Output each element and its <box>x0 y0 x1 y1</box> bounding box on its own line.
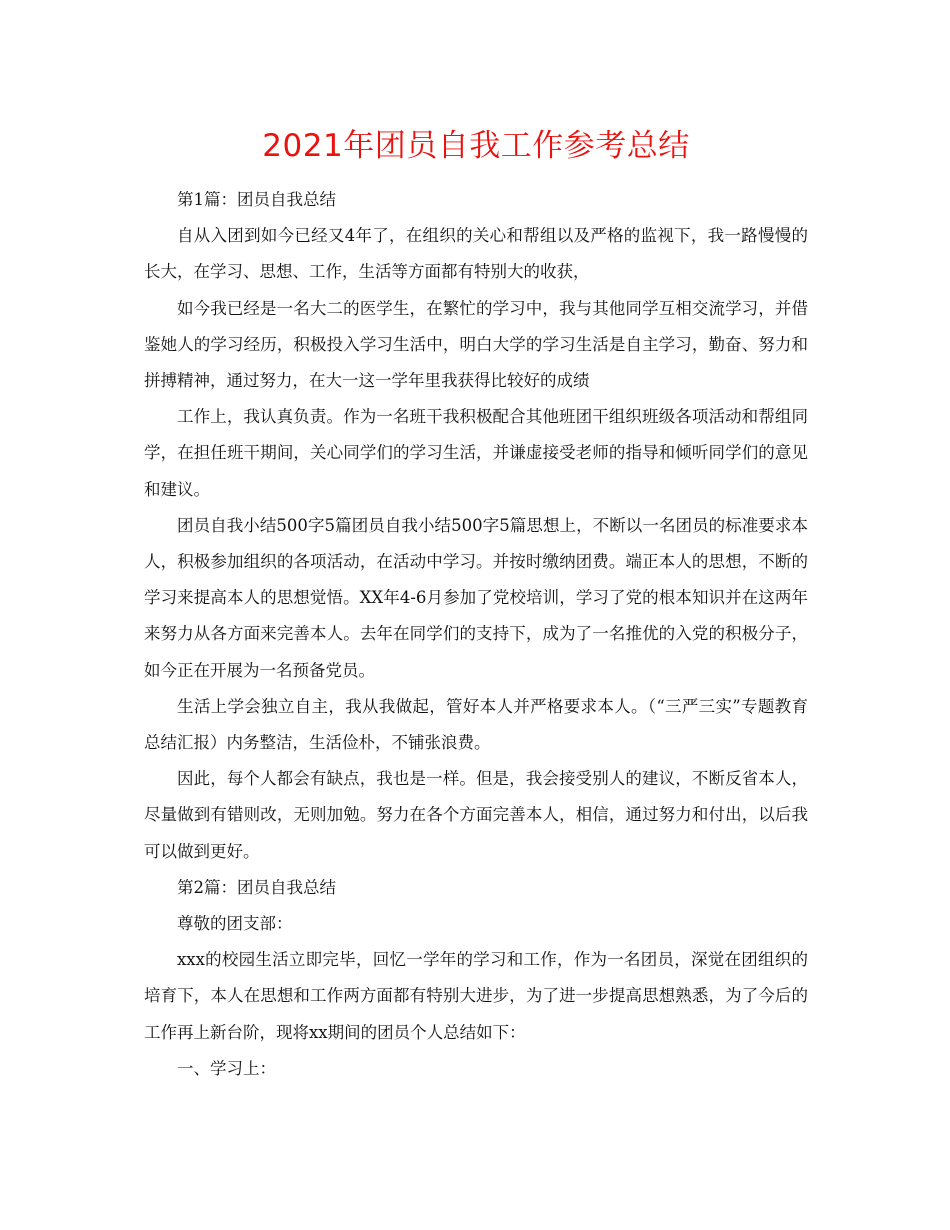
document-body <box>144 182 808 1087</box>
salutation: 尊敬的团支部： <box>177 914 293 934</box>
paragraph: 因此，每个人都会有缺点，我也是一样。但是，我会接受别人的建议，不断反省本人，尽量做到有错则改，无则加勉。努力在各个方面完善本人，相信，通过努力和付出，以后我可以做到更好。 <box>144 769 808 861</box>
paragraph: 生活上学会独立自主，我从我做起，管好本人并严格要求本人。（“三严三实”专题教育总结汇报）内务整洁，生活俭朴，不铺张浪费。 <box>144 696 808 753</box>
paragraph: 团员自我小结500字5篇团员自我小结500字5篇思想上，不断以一名团员的标准要求本人，积极参加组织的各项活动，在活动中学习。并按时缴纳团费。端正本人的思想，不断的学习来提高本人的思想觉悟。XX年4-6月参加了党校培训，学习了党的根本知识并在这两年来努力从各方面来完善本人。去年在同学们的支持下，成为了一名推优的入党的积极分子，如今正在开展为一名预备党员。 <box>144 515 808 680</box>
document-title: 2021年团员自我工作参考总结 <box>262 128 690 164</box>
paragraph: 如今我已经是一名大二的医学生，在繁忙的学习中，我与其他同学互相交流学习，并借鉴她人的学习经历，积极投入学习生活中，明白大学的学习生活是自主学习，勤奋、努力和拼搏精神，通过努力，在大一这一学年里我获得比较好的成绩 <box>144 298 808 391</box>
section-heading-2: 第2篇：团员自我总结 <box>177 877 336 897</box>
paragraph: xxx的校园生活立即完毕，回忆一学年的学习和工作，作为一名团员，深觉在团组织的培育下，本人在思想和工作两方面都有特别大进步，为了进一步提高思想熟悉，为了今后的工作再上新台阶，现将xx期间的团员个人总结如下： <box>144 950 808 1042</box>
section-heading-1: 第1篇：团员自我总结 <box>177 190 336 209</box>
subheading: 一、学习上： <box>177 1058 276 1078</box>
paragraph: 自从入团到如今已经又4年了，在组织的关心和帮组以及严格的监视下，我一路慢慢的长大，在学习、思想、工作，生活等方面都有特别大的收获， <box>144 226 808 282</box>
paragraph: 工作上，我认真负责。作为一名班干我积极配合其他班团干组织班级各项活动和帮组同学，在担任班干期间，关心同学们的学习生活，并谦虚接受老师的指导和倾听同学们的意见和建议。 <box>144 407 808 499</box>
